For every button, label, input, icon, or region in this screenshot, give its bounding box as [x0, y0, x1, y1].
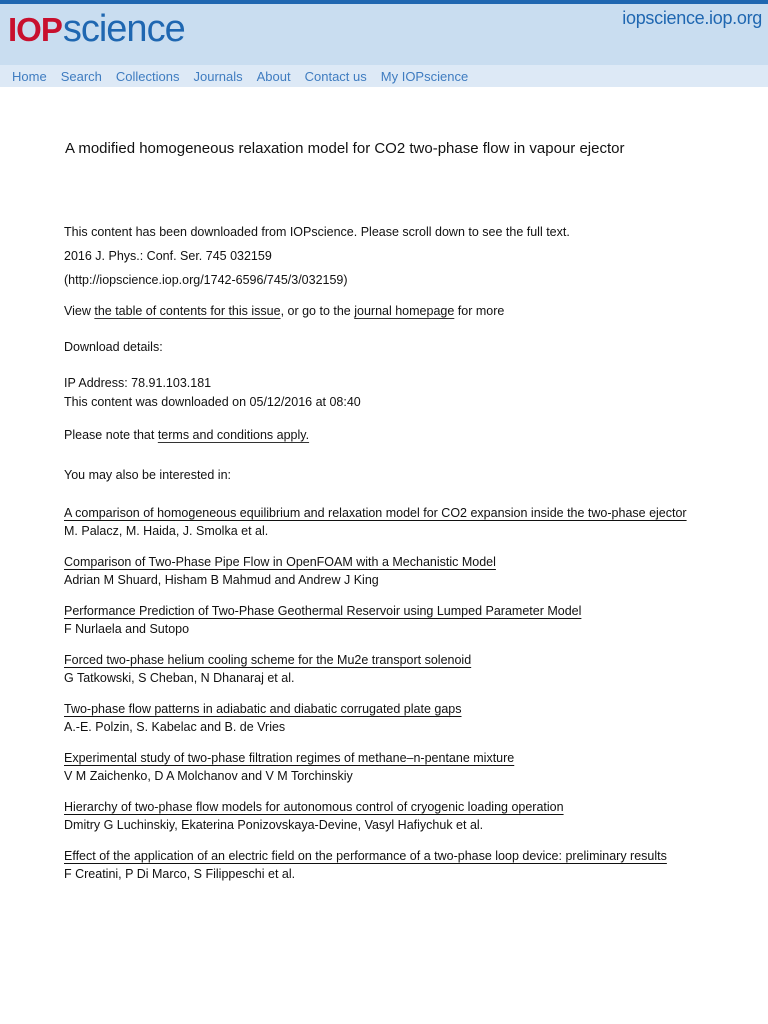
citation: 2016 J. Phys.: Conf. Ser. 745 032159 — [64, 249, 272, 263]
view-suffix: for more — [454, 304, 505, 318]
logo-science-text: science — [62, 8, 185, 50]
related-title-link[interactable]: Forced two-phase helium cooling scheme for the Mu2e transport solenoid — [64, 653, 472, 667]
download-details-label: Download details: — [64, 340, 163, 354]
related-authors: V M Zaichenko, D A Molchanov and V M Torchinskiy — [64, 769, 353, 783]
view-line — [64, 302, 728, 320]
terms-link[interactable]: terms and conditions apply. — [157, 428, 310, 442]
related-title-link[interactable]: Effect of the application of an electric field on the performance of a two-phase loop device: preliminary results — [64, 849, 667, 863]
nav-journals[interactable]: Journals — [193, 68, 243, 84]
related-authors: A.-E. Polzin, S. Kabelac and B. de Vries — [64, 720, 286, 734]
related-authors: G Tatkowski, S Cheban, N Dhanaraj et al. — [64, 671, 295, 685]
related-authors: M. Palacz, M. Haida, J. Smolka et al. — [64, 524, 269, 538]
iopscience-logo[interactable] — [8, 8, 185, 48]
terms-line — [64, 426, 728, 444]
site-header — [0, 4, 768, 65]
related-authors: Dmitry G Luchinskiy, Ekaterina Ponizovskaya-Devine, Vasyl Hafiychuk et al. — [64, 818, 484, 832]
main-nav — [0, 65, 768, 87]
view-middle: , or go to the — [280, 304, 355, 318]
list-item — [64, 651, 728, 687]
related-title-link[interactable]: Experimental study of two-phase filtration regimes of methane–n-pentane mixture — [64, 751, 515, 765]
ip-address: IP Address: 78.91.103.181 — [64, 376, 212, 390]
related-heading: You may also be interested in: — [64, 468, 232, 482]
logo-iop-text: IOP — [8, 11, 62, 48]
list-item — [64, 700, 728, 736]
related-title-link[interactable]: Performance Prediction of Two-Phase Geothermal Reservoir using Lumped Parameter Model — [64, 604, 582, 618]
list-item — [64, 798, 728, 834]
nav-home[interactable]: Home — [12, 68, 47, 84]
view-prefix: View — [64, 304, 95, 318]
list-item — [64, 504, 728, 540]
related-title-link[interactable]: Comparison of Two-Phase Pipe Flow in OpenFOAM with a Mechanistic Model — [64, 555, 496, 569]
note-prefix: Please note that — [64, 428, 158, 442]
related-title-link[interactable]: A comparison of homogeneous equilibrium and relaxation model for CO2 expansion inside the two-phase ejector — [64, 506, 687, 520]
nav-about[interactable]: About — [256, 68, 291, 84]
related-list — [64, 504, 728, 883]
downloaded-on: This content was downloaded on 05/12/2016 at 08:40 — [64, 395, 361, 409]
related-authors: F Nurlaela and Sutopo — [64, 622, 190, 636]
list-item — [64, 847, 728, 883]
downloaded-note: This content has been downloaded from IOPscience. Please scroll down to see the full text. — [64, 225, 570, 239]
related-authors: Adrian M Shuard, Hisham B Mahmud and Andrew J King — [64, 573, 379, 587]
toc-link[interactable]: the table of contents for this issue — [94, 304, 281, 318]
list-item — [64, 749, 728, 785]
list-item — [64, 553, 728, 589]
related-authors: F Creatini, P Di Marco, S Filippeschi et al. — [64, 867, 296, 881]
article-url: (http://iopscience.iop.org/1742-6596/745/3/032159) — [64, 273, 348, 287]
nav-search[interactable]: Search — [60, 68, 102, 84]
journal-homepage-link[interactable]: journal homepage — [354, 304, 455, 318]
nav-my-iopscience[interactable]: My IOPscience — [380, 68, 469, 84]
nav-contact-us[interactable]: Contact us — [304, 68, 367, 84]
main-content — [0, 140, 768, 883]
article-title: A modified homogeneous relaxation model for CO2 two-phase flow in vapour ejector — [65, 140, 625, 157]
site-url[interactable]: iopscience.iop.org — [622, 8, 762, 28]
nav-collections[interactable]: Collections — [115, 68, 180, 84]
related-title-link[interactable]: Two-phase flow patterns in adiabatic and diabatic corrugated plate gaps — [64, 702, 462, 716]
related-title-link[interactable]: Hierarchy of two-phase flow models for autonomous control of cryogenic loading operation — [64, 800, 564, 814]
list-item — [64, 602, 728, 638]
